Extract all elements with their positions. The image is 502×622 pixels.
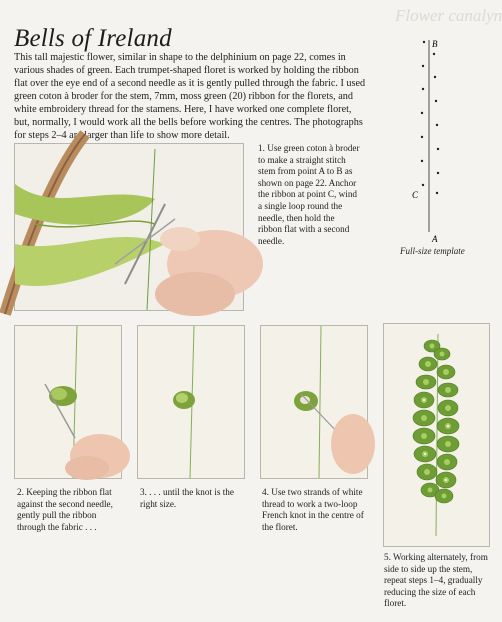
page-title: Bells of Ireland	[14, 24, 172, 52]
step-4-photo	[260, 325, 368, 479]
step-2-text: Keeping the ribbon flat against the second needle, gently pull the ribbon through the fabric . . .	[17, 487, 113, 532]
intro-paragraph: This tall majestic flower, similar in shape to the delphinium on page 22, comes in various shades of green. Each trumpet-shaped floret is worked by holding the ribbon flat over the eye end of a second needle as it is gently pulled through the fabric. I used green coton à broder for the stem, 7mm, moss green (20) ribbon for the florets, and white embroidery thread for the stamens. Here, I have worked one complete floret, but, normally, I would work all the bells before working the centres. The photographs for steps 2–4 are larger than life to show more detail.	[14, 52, 366, 141]
step-3-photo	[137, 325, 245, 479]
step-1-photo	[14, 143, 244, 311]
template-label-b: B	[432, 39, 438, 49]
step-4-number: 4.	[262, 487, 269, 497]
bleed-through-text: Flower canalyn	[395, 6, 502, 25]
step-3-text: . . . until the knot is the right size.	[140, 487, 234, 509]
step-5-number: 5.	[384, 552, 391, 562]
step-3-number: 3.	[140, 487, 147, 497]
step-2-number: 2.	[17, 487, 24, 497]
step-5-text: Working alternately, from side to side up the stem, repeat steps 1–4, gradually reducing the size of each floret.	[384, 552, 488, 609]
step-4-caption	[262, 487, 367, 533]
step-5-caption	[384, 552, 488, 610]
template-label-a: A	[432, 234, 438, 244]
step-3-caption	[140, 487, 245, 510]
step-1-number: 1.	[258, 143, 265, 153]
step-4-text: Use two strands of white thread to work a two-loop French knot in the centre of the floret.	[262, 487, 364, 532]
step-2-caption	[17, 487, 122, 533]
full-size-template	[400, 30, 480, 245]
step-2-photo	[14, 325, 122, 479]
step-1-caption	[258, 143, 360, 247]
step-1-text: Use green coton à broder to make a straight stitch stem from point A to B as shown on page 22. Anchor the ribbon at point C, wind a single loop round the needle, then hold the ribbon flat with a second needle.	[258, 143, 360, 246]
template-label-c: C	[412, 190, 419, 200]
step-5-photo	[383, 323, 490, 547]
template-caption: Full-size template	[400, 246, 465, 256]
